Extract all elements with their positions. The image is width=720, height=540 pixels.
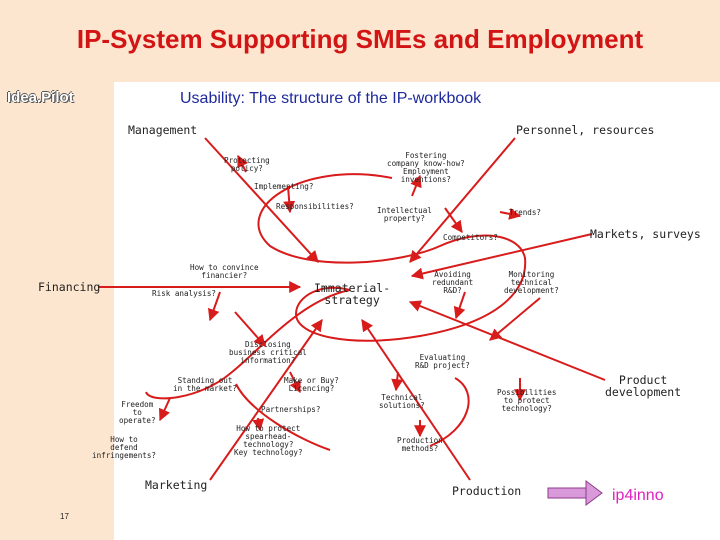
brand-label: Idea.Pilot — [7, 89, 74, 106]
q-production-methods: Production methods? — [397, 436, 443, 453]
q-competitors: Competitors? — [443, 233, 498, 242]
q-intellectual-property: Intellectual property? — [377, 206, 432, 223]
q-fostering: Fostering company know-how? Employment inventions? — [387, 151, 465, 184]
q-avoiding-rd: Avoiding redundant R&D? — [432, 270, 474, 295]
subtitle-prefix: Usability: — [180, 90, 245, 107]
logo-arrow-icon — [548, 481, 602, 505]
q-freedom-to-operate: Freedom to operate? — [119, 400, 156, 425]
ip4inno-logo: ip4inno — [612, 487, 664, 504]
slide-title: IP-System Supporting SMEs and Employment — [76, 24, 644, 54]
q-partnerships: Partnerships? — [261, 405, 321, 414]
q-spearhead-technology: How to protect spearhead- technology? Key technology? — [234, 424, 303, 457]
swirl-curve — [146, 174, 525, 450]
page-number: 17 — [60, 512, 69, 521]
area-production: Production — [452, 484, 522, 498]
q-evaluating: Evaluating R&D project? — [415, 353, 470, 370]
q-responsibilities: Responsibilities? — [276, 202, 354, 211]
q-monitoring: Monitoring technical development? — [504, 270, 559, 295]
area-management: Management — [128, 123, 198, 137]
q-trends: Trends? — [509, 208, 542, 217]
area-financing: Financing — [38, 280, 101, 294]
q-implementing: Implementing? — [254, 182, 314, 191]
q-disclosing: Disclosing business critical information? — [229, 340, 307, 365]
q-technical-solutions: Technical solutions? — [379, 393, 425, 410]
area-markets: Markets, surveys — [590, 227, 701, 241]
area-marketing: Marketing — [145, 478, 208, 492]
center-node: Immaterial- strategy — [314, 281, 391, 308]
q-risk-analysis: Risk analysis? — [152, 289, 217, 298]
q-standing-out: Standing out in the market? — [173, 376, 238, 393]
area-product-development: Product development — [605, 373, 682, 400]
subtitle-main: The structure of the IP-workbook — [249, 90, 482, 107]
q-make-or-buy: Make or Buy? Licencing? — [284, 376, 339, 393]
q-protecting-policy: Protecting policy? — [224, 156, 270, 173]
q-convince-financier: How to convince financier? — [190, 263, 259, 280]
area-personnel: Personnel, resources — [516, 123, 655, 137]
q-possibilities: Possibilities to protect technology? — [497, 388, 557, 413]
q-defend-infringements: How to defend infringements? — [92, 435, 157, 460]
